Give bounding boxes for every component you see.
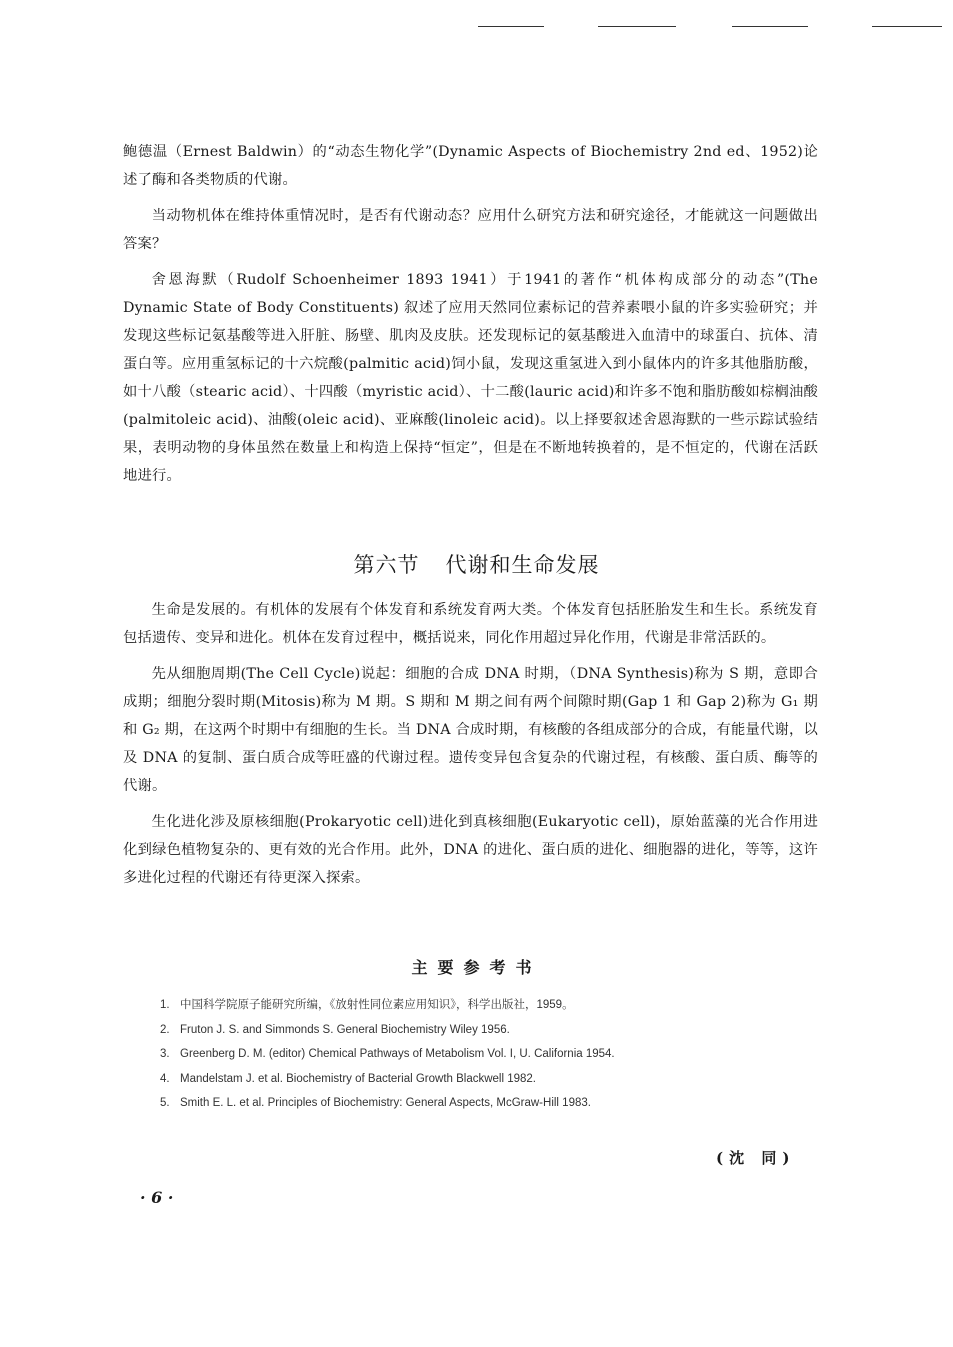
header-rule: [872, 26, 942, 27]
reference-number: 2.: [160, 1023, 170, 1036]
paragraph: 鲍德温（Ernest Baldwin）的“动态生物化学”(Dynamic Aspects of Biochemistry 2nd ed、1952)论述了酶和各类物质的代谢。: [123, 144, 818, 188]
reference-item: [160, 1067, 820, 1092]
references-list: [160, 993, 820, 1116]
page-number: · 6 ·: [140, 1188, 174, 1207]
author-signature: (沈 同): [716, 1149, 796, 1167]
reference-text: 中国科学院原子能研究所编，《放射性同位素应用知识》，科学出版社，1959。: [180, 999, 574, 1011]
paragraph: 舍恩海默（Rudolf Schoenheimer 1893 1941）于1941的著作“机体构成部分的动态”(The Dynamic State of Body Constituents) 叙述了应用天然同位素标记的营养素喂小鼠的许多实验研究；并发现这些标记氨基酸等进入肝脏、肠壁、肌肉及皮肤。还发现标记的氨基酸进入血清中的球蛋白、抗体、清蛋白等。应用重氢标记的十六烷酸(palmitic acid)饲小鼠，发现这重氢进入到小鼠体内的许多其他脂肪酸，如十八酸（stearic acid）、十四酸（myristic acid）、十二酸(lauric acid)和许多不饱和脂肪酸如棕榈油酸(palmitoleic acid)、油酸(oleic acid)、亚麻酸(linoleic acid)。以上择要叙述舍恩海默的一些示踪试验结果，表明动物的身体虽然在数量上和构造上保持“恒定”，但是在不断地转换着的，是不恒定的，代谢在活跃地进行。: [123, 272, 818, 484]
reference-number: 5.: [160, 1097, 170, 1109]
header-rule: [732, 26, 808, 27]
reference-number: 1.: [160, 999, 170, 1011]
references-heading: 主要参考书: [411, 958, 542, 977]
reference-item: [160, 993, 820, 1018]
reference-item: [160, 1091, 820, 1116]
paragraph: 当动物机体在维持体重情况时，是否有代谢动态？应用什么研究方法和研究途径，才能就这一问题做出答案？: [123, 208, 818, 252]
reference-number: 3.: [160, 1048, 170, 1060]
reference-item: [160, 1042, 820, 1067]
reference-text: Fruton J. S. and Simmonds S. General Biochemistry Wiley 1956.: [180, 1023, 510, 1036]
section-heading: [0, 549, 953, 579]
reference-text: Greenberg D. M. (editor) Chemical Pathways of Metabolism Vol. I, U. California 1954.: [180, 1048, 615, 1060]
intro-text: [123, 138, 818, 498]
header-rule: [478, 26, 544, 27]
paragraph: 生化进化涉及原核细胞(Prokaryotic cell)进化到真核细胞(Eukaryotic cell)，原始蓝藻的光合作用进化到绿色植物复杂的、更有效的光合作用。此外，DNA 的进化、蛋白质的进化、细胞器的进化，等等，这许多进化过程的代谢还有待更深入探索。: [123, 814, 818, 886]
header-rule: [598, 26, 676, 27]
section-body: [123, 596, 818, 900]
section-title: 代谢和生命发展: [445, 553, 600, 577]
section-number: 第六节: [353, 553, 420, 577]
reference-text: Mandelstam J. et al. Biochemistry of Bacterial Growth Blackwell 1982.: [180, 1072, 537, 1085]
reference-number: 4.: [160, 1072, 170, 1085]
paragraph: 生命是发展的。有机体的发展有个体发育和系统发育两大类。个体发育包括胚胎发生和生长。系统发育包括遗传、变异和进化。机体在发育过程中，概括说来，同化作用超过异化作用，代谢是非常活跃的。: [123, 602, 818, 646]
reference-text: Smith E. L. et al. Principles of Biochemistry: General Aspects, McGraw-Hill 1983.: [180, 1097, 591, 1109]
reference-item: [160, 1018, 820, 1043]
paragraph: 先从细胞周期(The Cell Cycle)说起：细胞的合成 DNA 时期，（DNA Synthesis)称为 S 期，意即合成期；细胞分裂时期(Mitosis)称为 M 期。S 期和 M 期之间有两个间隙时期(Gap 1 和 Gap 2)称为 G₁ 期和 G₂ 期，在这两个时期中有细胞的生长。当 DNA 合成时期，有核酸的各组成部分的合成，有能量代谢，以及 DNA 的复制、蛋白质合成等旺盛的代谢过程。遗传变异包含复杂的代谢过程，有核酸、蛋白质、酶等的代谢。: [123, 666, 818, 794]
